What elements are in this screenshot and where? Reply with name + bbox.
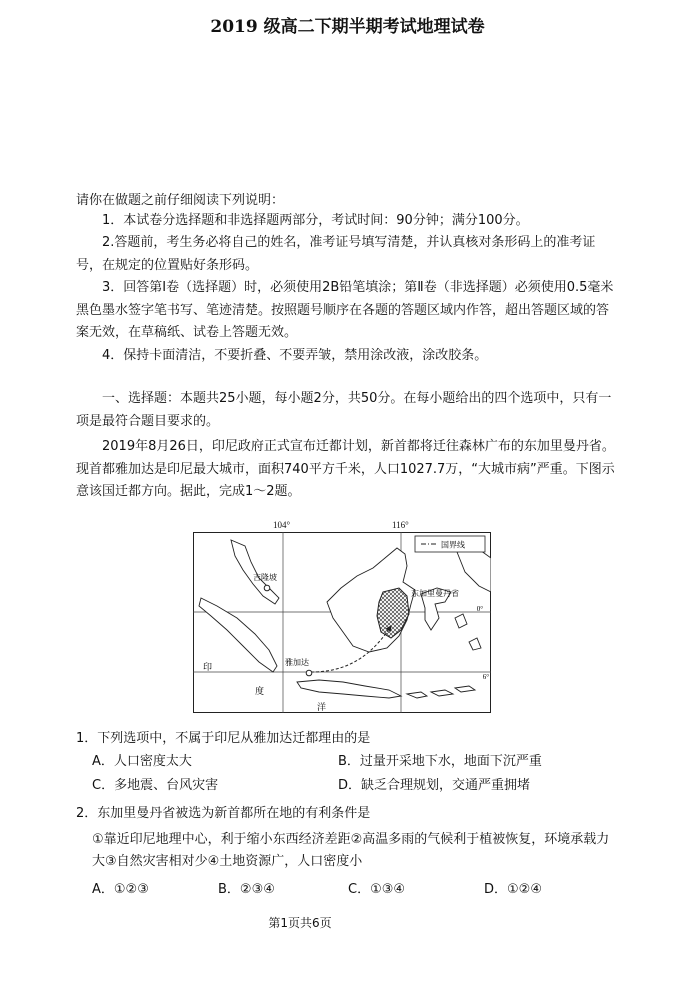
indonesia-capital-relocation-map: [193, 532, 491, 713]
instruction-item-4: 4．保持卡面清洁，不要折叠、不要弄皱，禁用涂改液，涂改胶条。: [102, 348, 488, 363]
lon-label-104: 104°: [273, 520, 291, 530]
lon-label-116: 116°: [392, 520, 409, 530]
instruction-item-2: 2.答题前，考生务必将自己的姓名，准考证号填写清楚，并认真核对条形码上的准考证号，在规定的位置贴好条形码。: [76, 235, 596, 273]
instruction-item-1: 1．本试卷分选择题和非选择题两部分，考试时间：90分钟；满分100分。: [102, 213, 529, 228]
jakarta-marker: [306, 670, 312, 676]
instructions-intro: 请你在做题之前仔细阅读下列说明：: [76, 193, 285, 208]
q2-option-d[interactable]: D．①②④: [484, 882, 542, 897]
question-1-stem: 1．下列选项中，不属于印尼从雅加达迁都理由的是: [76, 731, 371, 746]
q1-option-c[interactable]: C．多地震、台风灾害: [92, 778, 219, 793]
place-label-kuala-lumpur: 吉隆坡: [253, 573, 277, 582]
q1-option-d[interactable]: D．缺乏合理规划，交通严重拥堵: [338, 778, 531, 793]
ocean-label-2: 度: [255, 686, 265, 696]
ocean-label-1: 印: [203, 662, 213, 672]
legend-label: 国界线: [441, 540, 465, 550]
section-heading: 一、选择题：本题共25小题，每小题2分，共50分。在每小题给出的四个选项中，只有一项是最符合题目要求的。: [76, 391, 612, 429]
q1-option-a[interactable]: A．人口密度太大: [92, 754, 192, 769]
q2-option-b[interactable]: B．②③④: [218, 882, 275, 897]
place-label-east-kalimantan: 东加里曼丹省: [411, 589, 459, 598]
q1-option-b[interactable]: B．过量开采地下水，地面下沉严重: [338, 754, 542, 769]
lat-label-6: 6°: [482, 673, 489, 681]
kuala-lumpur-marker: [264, 585, 270, 591]
q2-option-c[interactable]: C．①③④: [348, 882, 406, 897]
place-label-jakarta: 雅加达: [285, 658, 309, 667]
q2-option-a[interactable]: A．①②③: [92, 882, 149, 897]
reading-passage: 2019年8月26日，印尼政府正式宣布迁都计划，新首都将迁往森林广布的东加里曼丹省。现首都雅加达是印尼最大城市，面积740平方千米，人口1027.7万，“大城市病”严重。下图示意该国迁都方向。据此，完成1～2题。: [76, 439, 615, 499]
question-2-stem: 2．东加里曼丹省被选为新首都所在地的有利条件是: [76, 806, 371, 821]
ocean-label-3: 洋: [317, 702, 327, 712]
page-footer: 第1页共6页: [268, 916, 332, 930]
lat-label-0: 0°: [476, 605, 483, 613]
instruction-item-3: 3．回答第Ⅰ卷（选择题）时，必须使用2B铅笔填涂；第Ⅱ卷（非选择题）必须使用0.5毫米黑色墨水签字笔书写、笔迹清楚。按照题号顺序在各题的答题区域内作答，超出答题区域的答案无效，在草稿纸、试卷上答题无效。: [76, 280, 614, 340]
page-title: 2019 级高二下期半期考试地理试卷: [210, 17, 485, 37]
question-2-conditions: ①靠近印尼地理中心，利于缩小东西经济差距②高温多雨的气候利于植被恢复，环境承载力大③自然灾害相对少④土地资源广，人口密度小: [92, 832, 610, 869]
